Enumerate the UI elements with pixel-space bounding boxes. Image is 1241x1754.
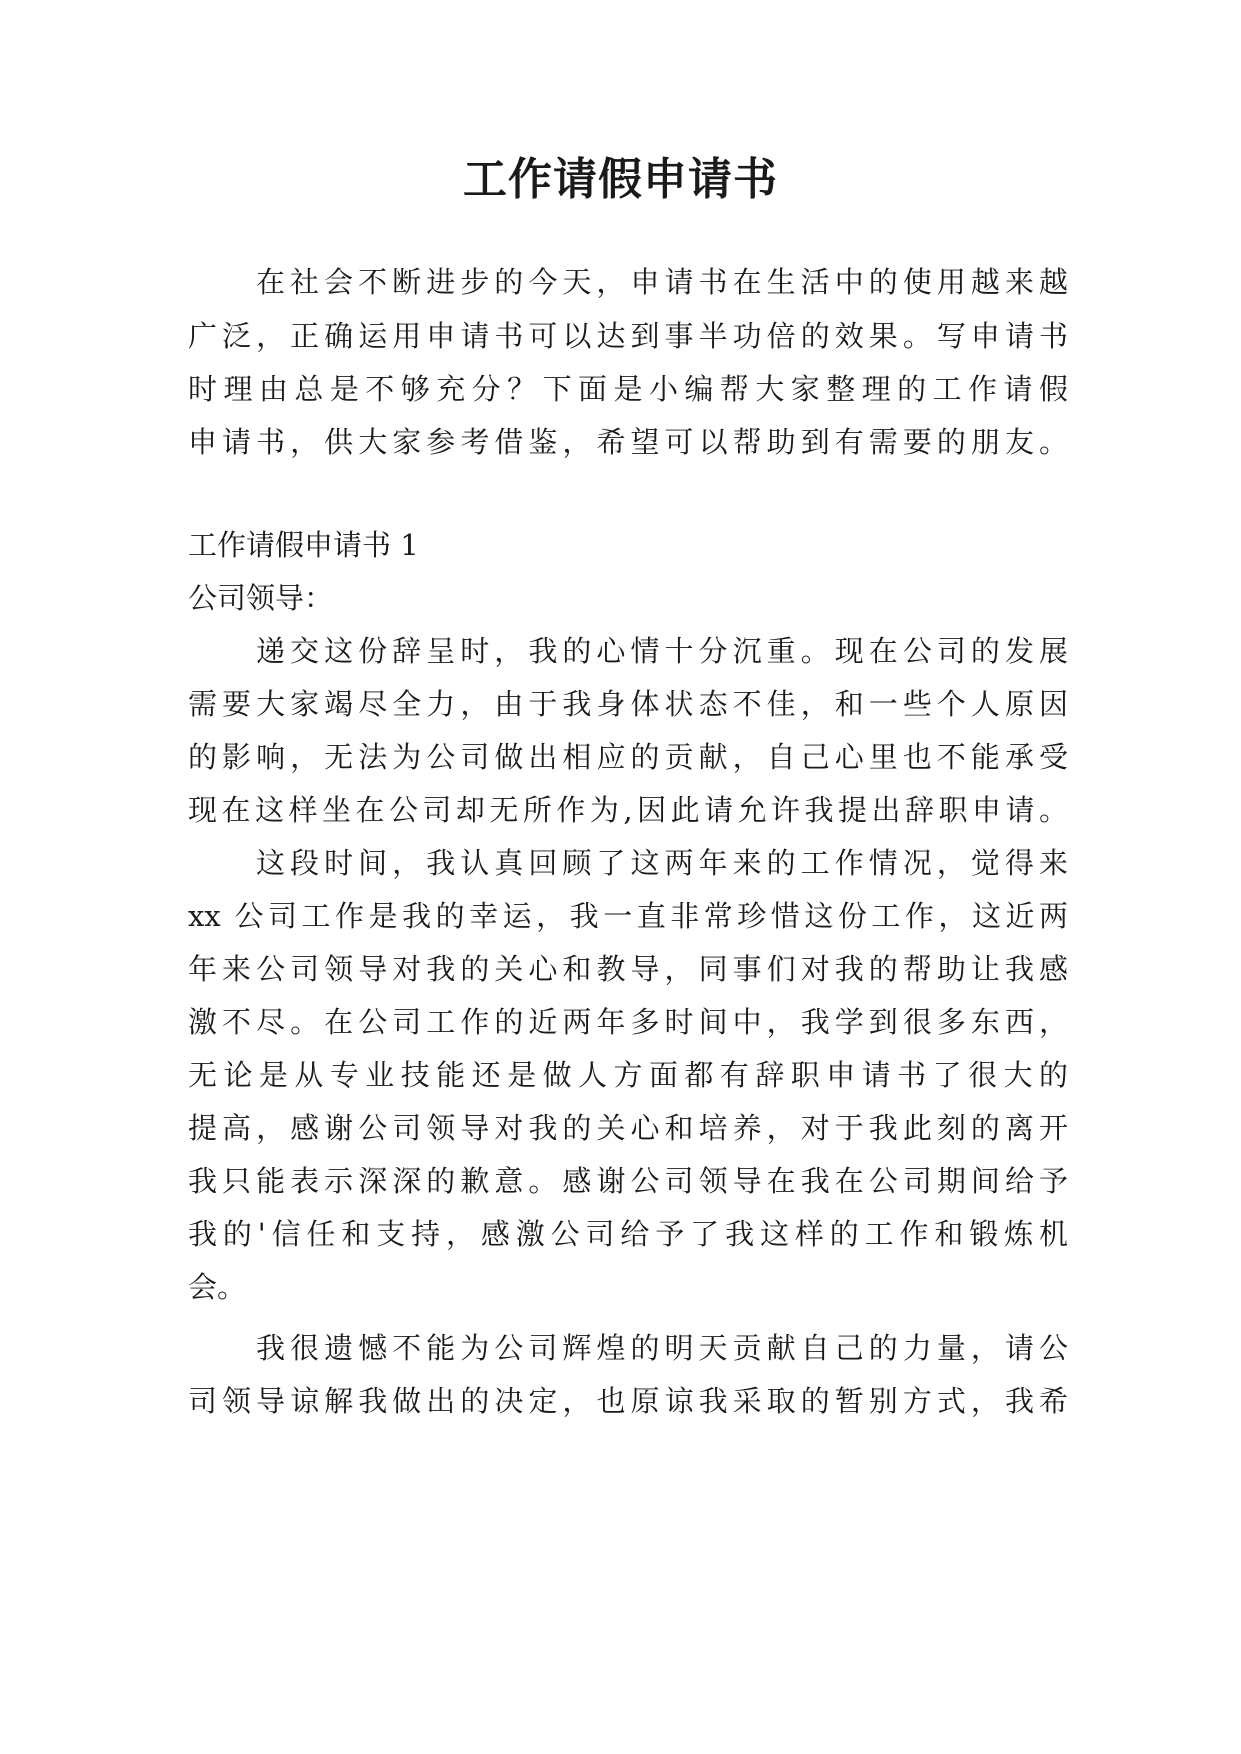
paragraph-line: 激不尽。在公司工作的近两年多时间中，我学到很多东西， [188,1005,1068,1039]
paragraph-line: 的影响，无法为公司做出相应的贡献，自己心里也不能承受 [188,740,1068,774]
paragraph-line: 递交这份辞呈时，我的心情十分沉重。现在公司的发展 [256,634,1068,668]
paragraph-line: 提高，感谢公司领导对我的关心和培养，对于我此刻的离开 [188,1111,1068,1145]
document-title: 工作请假申请书 [463,154,778,205]
paragraph-line: 司领导谅解我做出的决定，也原谅我采取的暂别方式，我希 [188,1384,1068,1418]
intro-line: 在社会不断进步的今天，申请书在生活中的使用越来越 [256,265,1068,299]
intro-line: 申请书，供大家参考借鉴，希望可以帮助到有需要的朋友。 [188,425,1068,459]
paragraph-line: 会。 [188,1270,247,1304]
paragraph-line: 我很遗憾不能为公司辉煌的明天贡献自己的力量，请公 [256,1331,1068,1365]
paragraph-line: xx 公司工作是我的幸运，我一直非常珍惜这份工作，这近两 [188,899,1068,933]
paragraph-line: 现在这样坐在公司却无所作为,因此请允许我提出辞职申请。 [188,793,1068,827]
section-heading: 工作请假申请书 1 [188,528,419,562]
intro-line: 广泛，正确运用申请书可以达到事半功倍的效果。写申请书 [188,319,1068,353]
salutation: 公司领导： [188,581,334,615]
intro-line: 时理由总是不够充分？下面是小编帮大家整理的工作请假 [188,372,1068,406]
paragraph-line: 年来公司领导对我的关心和教导，同事们对我的帮助让我感 [188,952,1068,986]
paragraph-line: 需要大家竭尽全力，由于我身体状态不佳，和一些个人原因 [188,687,1068,721]
paragraph-line: 我只能表示深深的歉意。感谢公司领导在我在公司期间给予 [188,1164,1068,1198]
paragraph-line: 这段时间，我认真回顾了这两年来的工作情况，觉得来 [256,846,1068,880]
paragraph-line: 我的'信任和支持，感激公司给予了我这样的工作和锻炼机 [188,1217,1068,1251]
paragraph-line: 无论是从专业技能还是做人方面都有辞职申请书了很大的 [188,1058,1068,1092]
